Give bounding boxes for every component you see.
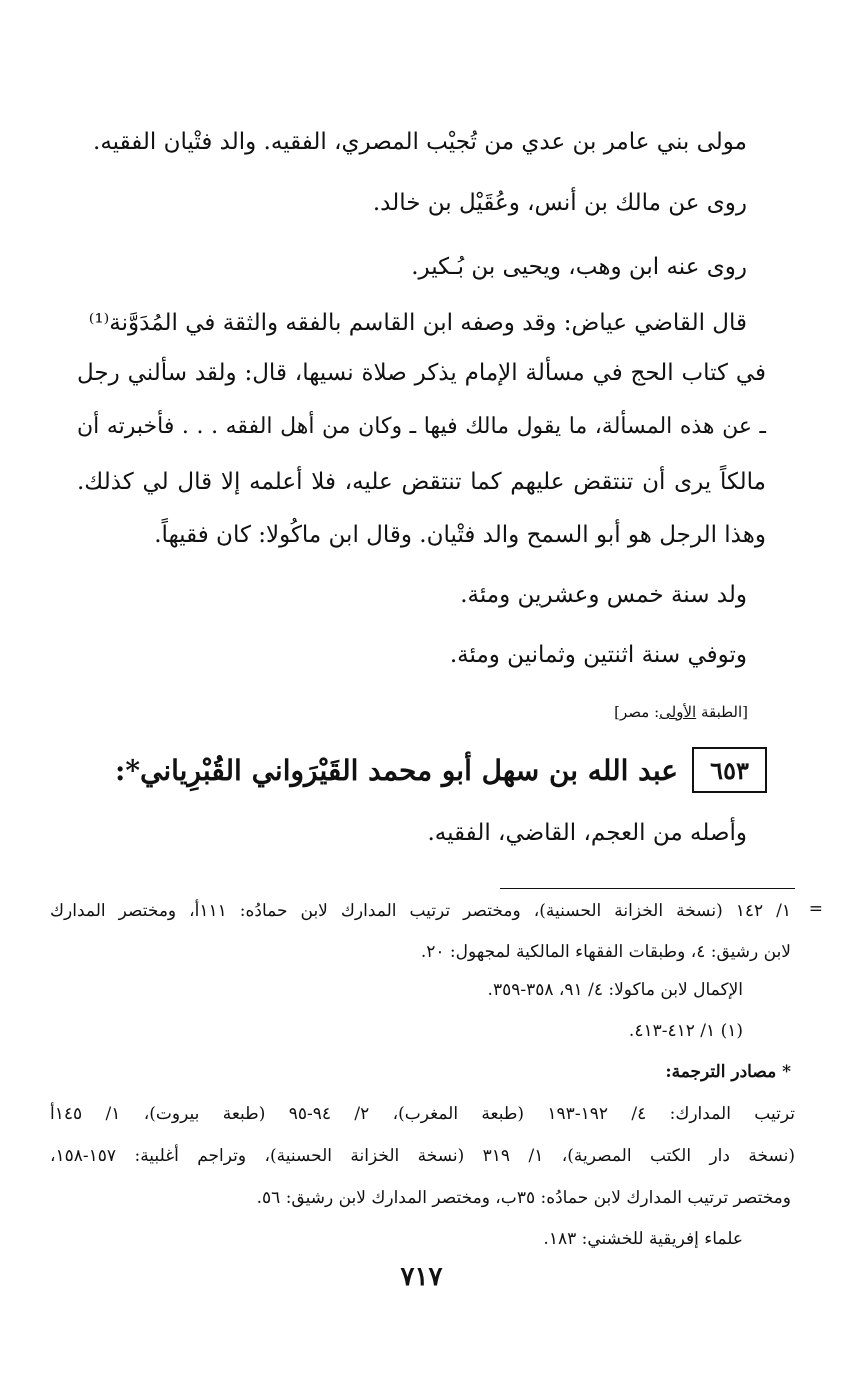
sources-line: (نسخة دار الكتب المصرية)، ١/ ٣١٩ (نسخة الخزانة الحسنية)، وتراجم أغلبية: ١٥٧-١٥٨،: [50, 1146, 795, 1166]
footnote-line: (١) ١/ ٤١٢-٤١٣.: [628, 1021, 743, 1041]
footnote-line: ١/ ١٤٢ (نسخة الخزانة الحسنية)، ومختصر ترتيب المدارك لابن حمادُه: ١١١أ، ومختصر المدارك: [50, 901, 791, 921]
body-line: في كتاب الحج في مسألة الإمام يذكر صلاة نسيها، قال: ولقد سألني رجل: [77, 360, 766, 386]
entry-number-box: [692, 747, 767, 793]
entry-description: وأصله من العجم، القاضي، الفقيه.: [427, 820, 747, 846]
body-line: قال القاضي عياض: وقد وصفه ابن القاسم بالفقه والثقة في المُدَوَّنة⁽¹⁾: [88, 310, 747, 336]
section-label-open: [الطبقة: [696, 703, 748, 721]
sources-line: ترتيب المدارك: ٤/ ١٩٢-١٩٣ (طبعة المغرب)، ٢/ ٩٤-٩٥ (طبعة بيروت)، ١/ ١٤٥أ: [50, 1104, 795, 1124]
footnote-line: الإكمال لابن ماكولا: ٤/ ٩١، ٣٥٨-٣٥٩.: [487, 980, 743, 1000]
sources-line: ومختصر ترتيب المدارك لابن حمادُه: ٣٥ب، ومختصر المدارك لابن رشيق: ٥٦.: [256, 1188, 791, 1208]
footnote-line: لابن رشيق: ٤، وطبقات الفقهاء المالكية لمجهول: ٢٠.: [420, 942, 791, 962]
body-line: روى عن مالك بن أنس، وعُقَيْل بن خالد.: [372, 190, 747, 216]
sources-line: علماء إفريقية للخشني: ١٨٣.: [543, 1229, 743, 1249]
footnote-continuation-mark: =: [808, 899, 823, 919]
section-label-underlined: الأولى: [659, 703, 697, 721]
footnote-separator: [500, 888, 795, 889]
entry-heading: [60, 742, 767, 798]
body-line: وتوفي سنة اثنتين وثمانين ومئة.: [449, 642, 747, 668]
entry-title: عبد الله بن سهل أبو محمد القَيْرَواني القُبْرِياني*:: [115, 753, 678, 787]
body-line: روى عنه ابن وهب، ويحيى بن بُـكير.: [411, 254, 747, 280]
entry-number: ٦٥٣: [710, 755, 749, 785]
page-number: ٧١٧: [400, 1262, 443, 1292]
body-line: وهذا الرجل هو أبو السمح والد فتْيان. وقال ابن ماكُولا: كان فقيهاً.: [154, 522, 766, 548]
section-label: [614, 703, 748, 721]
body-line: ولد سنة خمس وعشرين ومئة.: [460, 582, 747, 608]
body-line: ـ عن هذه المسألة، ما يقول مالك فيها ـ وكان من أهل الفقه . . . فأخبرته أن: [77, 414, 766, 439]
body-line: مالكاً يرى أن تنتقض عليهم كما تنتقض عليه، فلا أعلمه إلا قال لي كذلك.: [77, 469, 766, 495]
sources-title: * مصادر الترجمة:: [665, 1062, 791, 1082]
section-label-close: : مصر]: [614, 703, 660, 721]
body-line: مولى بني عامر بن عدي من تُجيْب المصري، الفقيه. والد فتْيان الفقيه.: [93, 129, 747, 155]
